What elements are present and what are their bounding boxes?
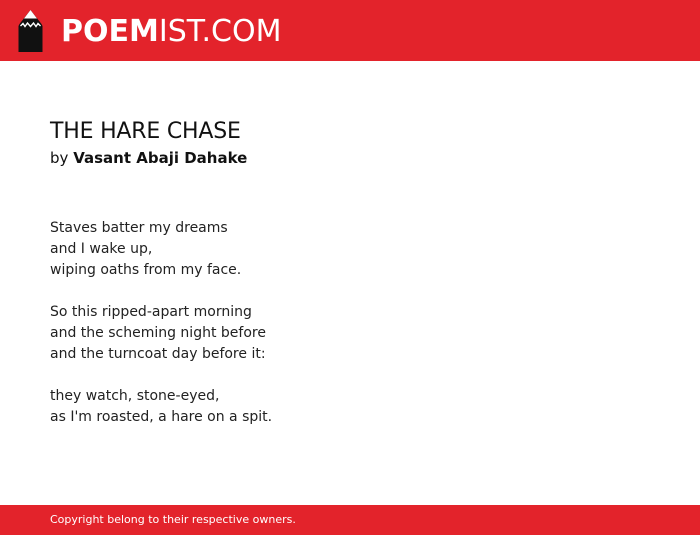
poem-line: Staves batter my dreams [50, 220, 228, 236]
by-label: by [50, 149, 69, 167]
copyright-text: Copyright belong to their respective owners. [50, 513, 296, 526]
site-footer [0, 505, 700, 535]
stanza [50, 386, 650, 428]
poem-line: wiping oaths from my face. [50, 262, 242, 278]
poem-byline [50, 148, 650, 168]
poem-line: they watch, stone-eyed, [50, 388, 220, 404]
poem-line: and the scheming night before [50, 325, 266, 341]
poem-content [50, 118, 650, 449]
logo-bold-text: POEM [61, 14, 159, 49]
poem-line: and the turncoat day before it: [50, 346, 266, 362]
logo-light-text: IST.COM [158, 14, 282, 49]
poem-title: THE HARE CHASE [50, 119, 241, 144]
stanza [50, 302, 650, 365]
site-logo-link[interactable] [16, 8, 281, 54]
poem-author[interactable]: Vasant Abaji Dahake [73, 149, 248, 167]
site-header [0, 0, 700, 61]
site-logo-text [61, 14, 282, 49]
pencil-icon [16, 9, 45, 53]
poem-body [50, 218, 650, 428]
poem-line: as I'm roasted, a hare on a spit. [50, 409, 273, 425]
poem-line: and I wake up, [50, 241, 153, 257]
stanza [50, 218, 650, 281]
poem-line: So this ripped-apart morning [50, 304, 252, 320]
